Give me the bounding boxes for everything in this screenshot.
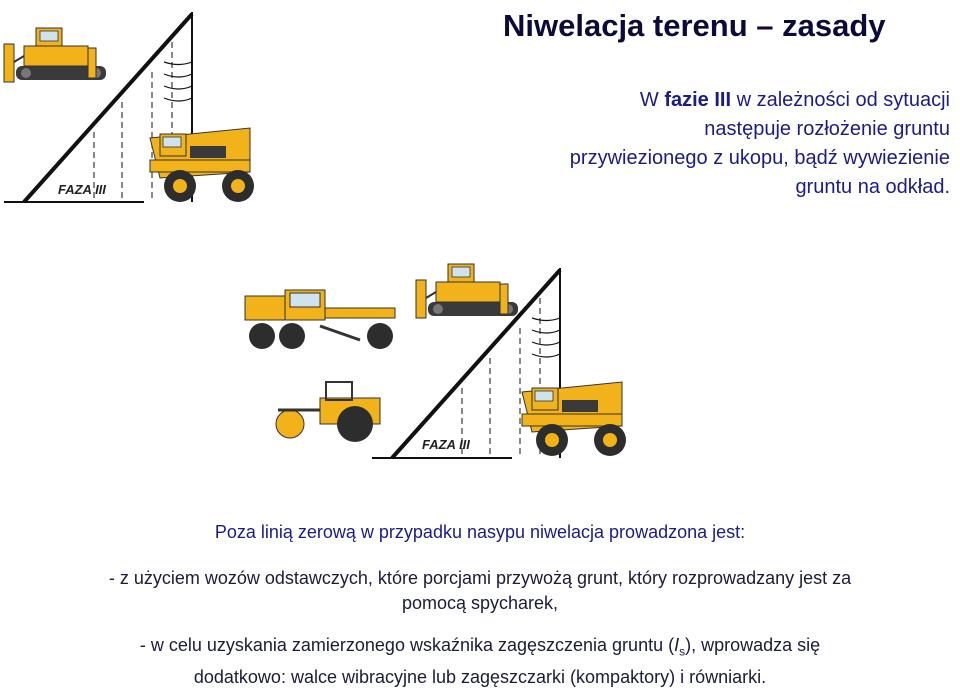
- compactor: [276, 382, 380, 442]
- bullet2-part1: - w celu uzyskania zamierzonego wskaźnika zagęszczenia gruntu (: [139, 635, 675, 655]
- dump-truck-top: [150, 128, 254, 202]
- intro-line4: gruntu na odkład.: [795, 176, 950, 198]
- bullet1-line1: - z użyciem wozów odstawczych, które porcjami przywożą grunt, który rozprowadzany jest za: [108, 568, 852, 588]
- intro-line3: przywiezionego z ukopu, bądź wywiezienie: [569, 147, 950, 169]
- dozer-bottom: [416, 264, 518, 318]
- bullet2-line2: dodatkowo: walce wibracyjne lub zagęszczarki (kompaktory) i równiarki.: [193, 666, 767, 687]
- intro-rest: w zależności od sytuacji: [731, 89, 950, 111]
- bullet1-line2: pomocą spycharek,: [401, 593, 559, 613]
- bullet-compaction: [0, 633, 960, 690]
- bullet-hauling: [0, 566, 960, 616]
- intro-bold: fazie III: [664, 89, 732, 111]
- mid-text: Poza linią zerową w przypadku nasypu niwelacja prowadzona jest:: [214, 522, 746, 542]
- bullet2-part2: ), wprowadza się: [685, 635, 821, 655]
- intro-line2: następuje rozłożenie gruntu: [704, 118, 950, 140]
- dump-truck-bottom: [522, 382, 626, 456]
- dozer-top-left: [4, 28, 106, 82]
- compaction-symbol: I: [674, 635, 680, 655]
- page-title: Niwelacja terenu – zasady: [503, 8, 886, 43]
- phase-label-top: FAZA III: [58, 182, 106, 197]
- phase-label-bottom: FAZA III: [422, 437, 470, 452]
- intro-prefix: W: [639, 89, 665, 111]
- motor-grader: [245, 290, 395, 349]
- compaction-subscript: s: [679, 644, 686, 659]
